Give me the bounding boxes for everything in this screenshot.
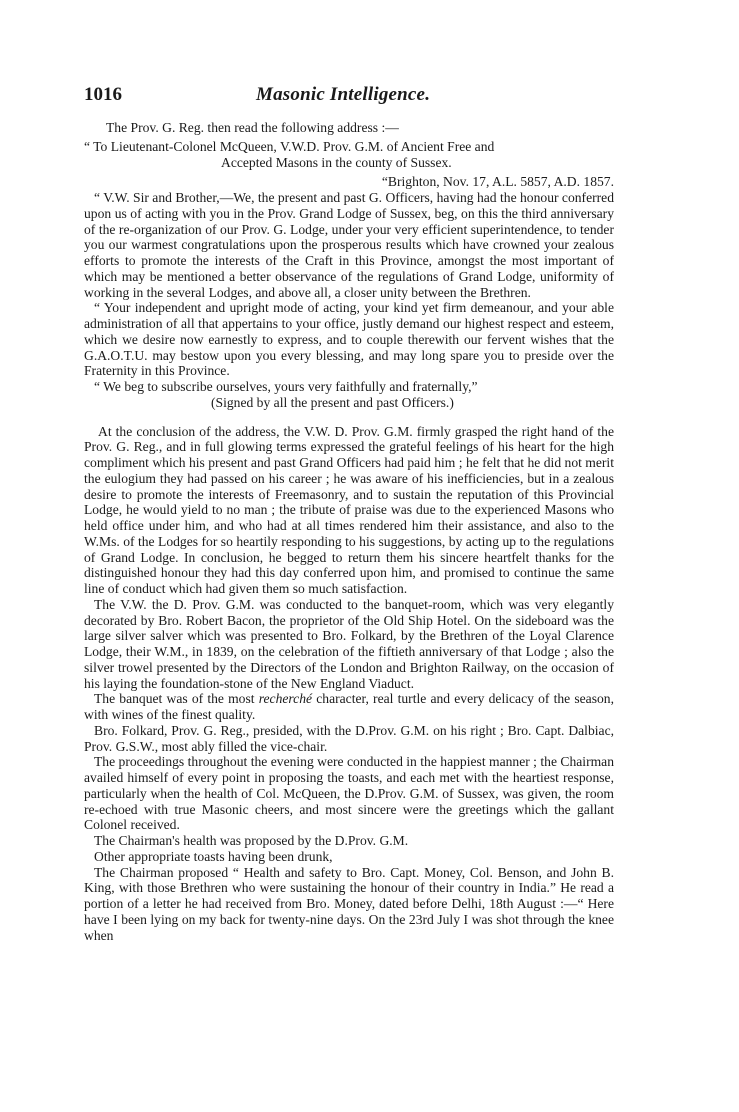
address-paragraph: “ V.W. Sir and Brother,—We, the present and past G. Officers, having had the honour conferred upon us of acting with you in the Prov. Grand Lodge of Sussex, beg, on this the third anniversary of the re-organization of our Prov. G. Lodge, under your very efficient superintendence, to tender you our warmest congratulations upon the prosperous results which have crowned your zealous efforts to promote the interests of the Craft in this Province, amongst the most important of which may be mentioned a better observance of the regulations of Grand Lodge, uniformity of working in the several Lodges, and above all, a closer unity between the Brethren.: [84, 190, 614, 300]
body-paragraph: The Chairman's health was proposed by the D.Prov. G.M.: [94, 833, 409, 848]
signature-line: (Signed by all the present and past Officers.): [211, 394, 454, 410]
addressee: [84, 139, 614, 171]
addressee-line-1: “ To Lieutenant-Colonel McQueen, V.W.D. Prov. G.M. of Ancient Free and: [84, 138, 495, 154]
body-paragraph: The V.W. the D. Prov. G.M. was conducted to the banquet-room, which was very elegantly decorated by Bro. Robert Bacon, the proprietor of the Old Ship Hotel. On the sideboard was the large silver salver which was presented to Bro. Folkard, by the Brethren of the Loyal Clarence Lodge, their W.M., in 1839, on the celebration of the fiftieth anniversary of that Lodge ; also the silver trowel presented by the Directors of the London and Brighton Railway, on the occasion of his laying the foundation-stone of the New England Viaduct.: [84, 596, 614, 691]
running-title: Masonic Intelligence.: [256, 84, 431, 105]
addressee-line-2: Accepted Masons in the county of Sussex.: [221, 154, 452, 170]
book-page: [84, 84, 614, 943]
body-paragraph: The Chairman proposed “ Health and safety to Bro. Capt. Money, Col. Benson, and John B. King, with those Brethren who were sustaining the honour of their country in India.” He read a portion of a letter he had received from Bro. Money, dated before Delhi, 18th August :—“ Here have I been lying on my back for twenty-nine days. On the 23rd July I was shot through the knee when: [84, 864, 614, 943]
page-header: [84, 84, 614, 114]
body-paragraph: Bro. Folkard, Prov. G. Reg., presided, with the D.Prov. G.M. on his right ; Bro. Capt. Dalbiac, Prov. G.S.W., most ably filled the vice-chair.: [84, 722, 614, 754]
italic-term: recherché: [258, 691, 313, 707]
dateline: “Brighton, Nov. 17, A.L. 5857, A.D. 1857.: [381, 174, 614, 190]
body-paragraph: [84, 691, 614, 723]
intro-line: The Prov. G. Reg. then read the following address :—: [106, 120, 399, 135]
body-text: character, real turtle and every delicacy of the season, with wines of the finest quality.: [84, 691, 614, 722]
address-paragraph: “ We beg to subscribe ourselves, yours very faithfully and fraternally,”: [94, 379, 478, 394]
article-text: [84, 120, 614, 943]
body-text: The banquet was of the most: [94, 691, 259, 707]
body-paragraph: Other appropriate toasts having been drunk,: [94, 848, 333, 864]
body-paragraph: At the conclusion of the address, the V.W. D. Prov. G.M. firmly grasped the right hand of the Prov. G. Reg., and in full glowing terms expressed the grateful feelings of his heart for the high compliment which his present and past Grand Officers had paid him ; he felt that he did not merit the eulogium they had passed on his career ; he was aware of his inefficiencies, but in a zealous desire to promote the interests of Freemasonry, and to sustain the reputation of this Provincial Lodge, he would yield to no man ; the tribute of praise was due to the experienced Masons who held office under him, and who had at all times rendered him their assistance, and also to the W.Ms. of the Lodges for so heartily responding to his suggestions, by acting up to the regulations of Grand Lodge. In conclusion, he begged to return them his sincere heartfelt thanks for the distinguished honour they had this day conferred upon him, and promised to continue the same line of conduct which had given them so much satisfaction.: [84, 423, 614, 596]
page-number: 1016: [84, 84, 122, 105]
body-paragraph: The proceedings throughout the evening were conducted in the happiest manner ; the Chairman availed himself of every point in proposing the toasts, and each met with the heartiest response, particularly when the health of Col. McQueen, the D.Prov. G.M. of Sussex, was given, the room re-echoed with true Masonic cheers, and most sincere were the greetings which the gallant Colonel received.: [84, 754, 614, 833]
address-paragraph: “ Your independent and upright mode of acting, your kind yet firm demeanour, and your able administration of all that appertains to your office, justly demand our highest respect and esteem, which we desire now earnestly to express, and to couple therewith our fervent wishes that the G.A.O.T.U. may bestow upon you every blessing, and may long spare you to preside over the Fraternity in this Province.: [84, 300, 614, 379]
